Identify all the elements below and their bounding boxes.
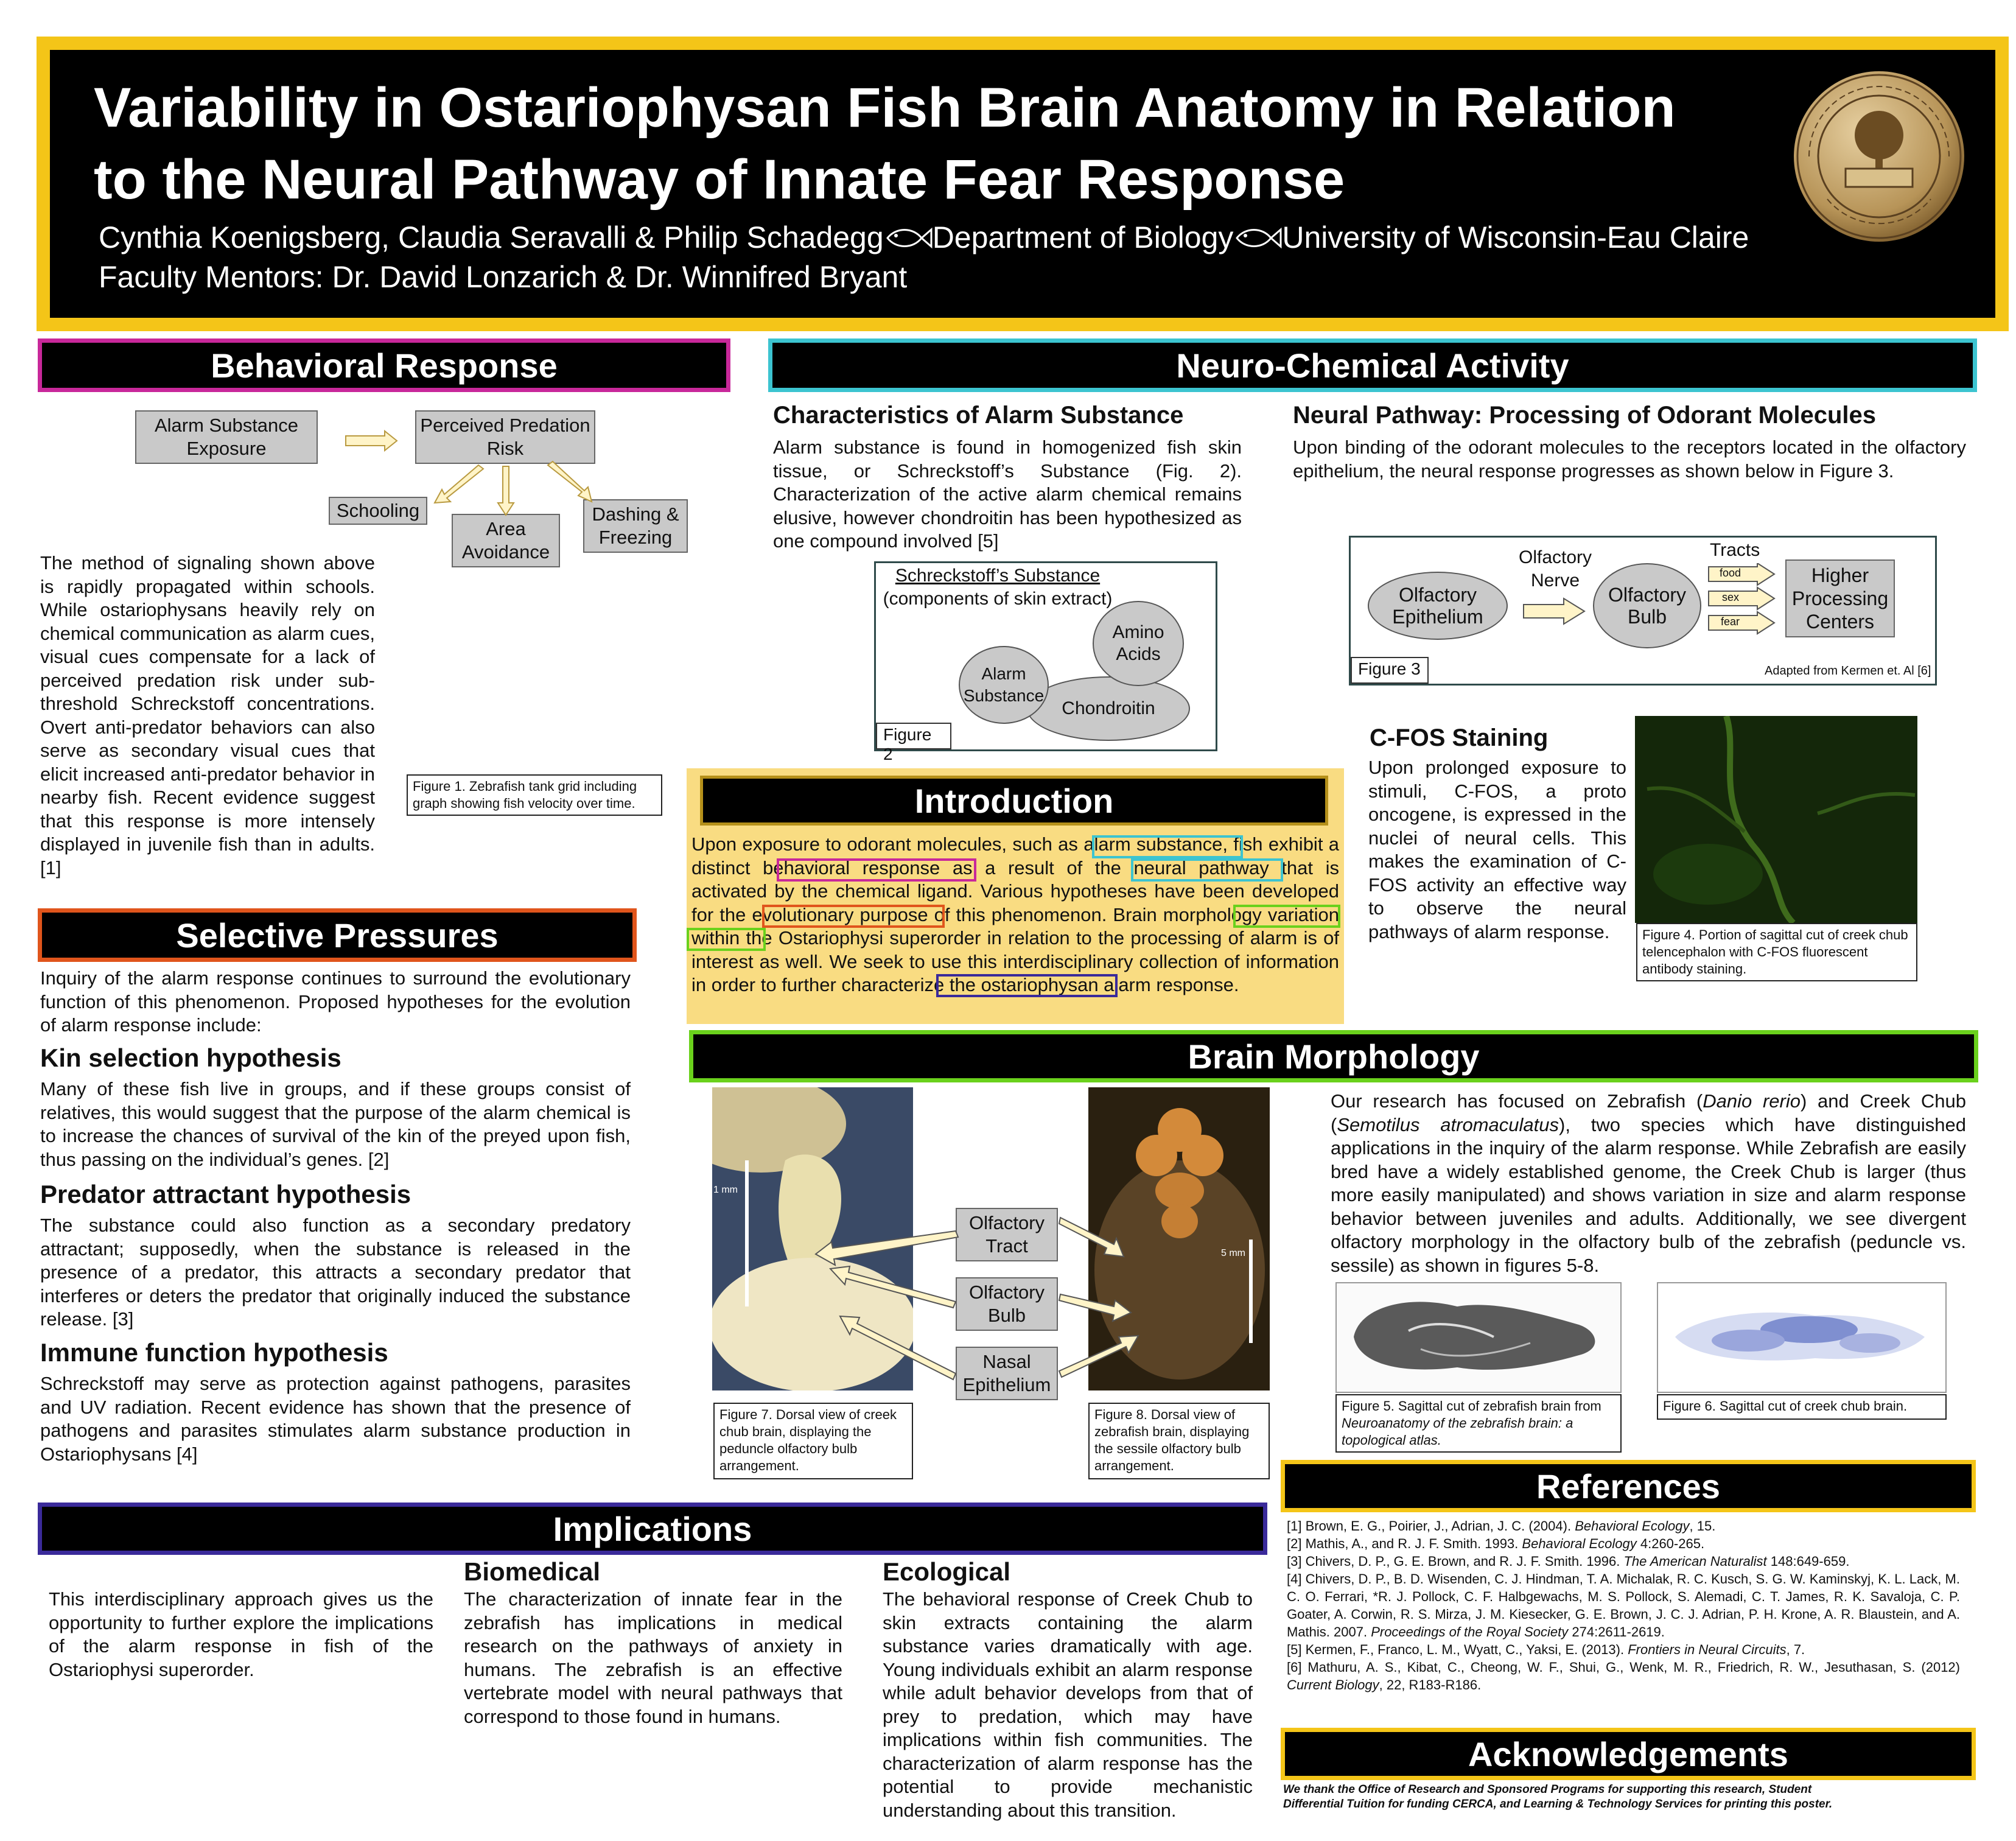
university-seal bbox=[1791, 68, 1967, 245]
ecological-text: The behavioral response of Creek Chub to skin extracts containing the alarm substance varies dramatically with age. Young individuals exhibit an alarm response while adult behavior develops from that of prey to predation, which may have implications within fish communities. The characterization of alarm response has the potential to provide mechanistic understanding about this transition. bbox=[883, 1588, 1253, 1821]
implications-header: Implications bbox=[38, 1503, 1267, 1555]
higher-processing-centers: Higher Processing Centers bbox=[1785, 559, 1895, 637]
char-title: Characteristics of Alarm Substance bbox=[773, 402, 1184, 429]
flow-predation-risk: Perceived Predation Risk bbox=[415, 410, 595, 464]
tract-arrows bbox=[1706, 563, 1779, 642]
references-header: References bbox=[1281, 1460, 1976, 1512]
tract-food: food bbox=[1720, 567, 1741, 579]
department: Department of Biology bbox=[932, 220, 1234, 254]
implications-intro: This interdisciplinary approach gives us the opportunity to further explore the implications of the alarm response in fish of the Ostariophysi superorder. bbox=[49, 1588, 433, 1680]
highlight-brain bbox=[1233, 905, 1340, 928]
ref-6-journal: Current Biology bbox=[1287, 1677, 1379, 1692]
university: University of Wisconsin-Eau Claire bbox=[1282, 220, 1749, 254]
ref-1-journal: Behavioral Ecology bbox=[1575, 1518, 1690, 1534]
behavioral-text: The method of signaling shown above is rapidly propagated within schools. While ostariophysans heavily rely on chemical communication as alarm cues, visual cues compensate for a lack of perceived predation risk under sub-threshold Schreckstoff concentrations. Overt anti-predator behaviors can also serve as secondary visual cues that elicit increased anti-predator behavior in nearby fish. Recent evidence suggest that this response is more intensely displayed in juvenile fish than in adults. [1] bbox=[40, 552, 375, 878]
ref-1-vol: , 15. bbox=[1689, 1518, 1716, 1534]
chondroitin-label: Chondroitin bbox=[1062, 698, 1155, 718]
label-olfactory-tract: Olfactory Tract bbox=[956, 1208, 1058, 1261]
references-list bbox=[1287, 1517, 1960, 1694]
fig5-caption bbox=[1335, 1394, 1622, 1453]
ref-5-text: [5] Kermen, F., Franco, L. M., Wyatt, C., Yaksi, E. (2013). bbox=[1287, 1642, 1628, 1657]
fig5-caption-source: Neuroanatomy of the zebrafish brain: a topological atlas. bbox=[1342, 1415, 1573, 1448]
ref-6-vol: , 22, R183-R186. bbox=[1379, 1677, 1482, 1692]
kin-text: Many of these fish live in groups, and if these groups consist of relatives, this would suggest that the purpose of the alarm chemical is to increase the chances of survival of the kin of the preyed upon fish, thus passing on the individual’s genes. [2] bbox=[40, 1078, 631, 1170]
alarm-substance-label: Alarm Substance bbox=[963, 664, 1045, 705]
ref-6-text: [6] Mathuru, A. S., Kibat, C., Cheong, W. F., Shui, G., Wenk, M. R., Friedrich, R. W., Jesuthasan, S. (2012) bbox=[1287, 1660, 1960, 1675]
acknowledgements-text: We thank the Office of Research and Sponsored Programs for supporting this research, Student Differential Tuition for funding CERCA, and Learning & Technology Services for printing this poster. bbox=[1283, 1783, 1833, 1811]
species-danio: Danio rerio bbox=[1703, 1090, 1801, 1112]
alarm-substance-ellipse bbox=[959, 646, 1049, 724]
label-olfactory-bulb: Olfactory Bulb bbox=[956, 1277, 1058, 1331]
faculty-mentors: Faculty Mentors: Dr. David Lonzarich & Dr. Winnifred Bryant bbox=[99, 260, 908, 294]
figure-3 bbox=[1349, 536, 1937, 686]
fig3-caption: Figure 3 bbox=[1351, 657, 1429, 684]
authors: Cynthia Koenigsberg, Claudia Seravalli & Philip Schadegg bbox=[99, 220, 884, 254]
reference-item bbox=[1287, 1517, 1960, 1535]
brain-label-arrows bbox=[810, 1193, 1199, 1388]
creek-chub-sagittal-image bbox=[1657, 1282, 1947, 1393]
fig1-caption: Figure 1. Zebrafish tank grid including graph showing fish velocity over time. bbox=[407, 774, 662, 816]
amino-acids-ellipse bbox=[1093, 601, 1184, 686]
brain-morphology-header: Brain Morphology bbox=[689, 1030, 1978, 1082]
immune-text: Schreckstoff may serve as protection against pathogens, parasites and UV radiation. Recent evidence has shown that the presence of pathogens and parasites stimulates alarm substance production in Ostariophysans [4] bbox=[40, 1373, 631, 1465]
amino-acids-label: Amino Acids bbox=[1112, 622, 1164, 664]
olfactory-bulb bbox=[1593, 563, 1701, 648]
scale-bar-5mm: 5 mm bbox=[1221, 1248, 1245, 1258]
kin-title: Kin selection hypothesis bbox=[40, 1043, 341, 1072]
reference-item bbox=[1287, 1552, 1960, 1570]
ref-2-text: [2] Mathis, A., and R. J. F. Smith. 1993. bbox=[1287, 1536, 1522, 1551]
title-banner bbox=[37, 37, 2009, 331]
ref-2-vol: 4:260-265. bbox=[1636, 1536, 1705, 1551]
introduction-panel bbox=[687, 768, 1344, 1024]
flow-alarm-exposure: Alarm Substance Exposure bbox=[135, 410, 318, 464]
zebrafish-sagittal-image bbox=[1335, 1282, 1622, 1393]
olfactory-epithelium bbox=[1368, 572, 1508, 640]
ref-5-vol: , 7. bbox=[1786, 1642, 1805, 1657]
tract-fear: fear bbox=[1721, 615, 1740, 628]
acknowledgements-header: Acknowledgements bbox=[1281, 1728, 1976, 1780]
reference-item bbox=[1287, 1570, 1960, 1641]
fig2-subtitle: (components of skin extract) bbox=[883, 589, 1113, 609]
highlight-alarm-substance bbox=[1092, 835, 1243, 858]
ref-5-journal: Frontiers in Neural Circuits bbox=[1628, 1642, 1787, 1657]
behavioral-response-header: Behavioral Response bbox=[38, 338, 730, 392]
fig4-caption: Figure 4. Portion of sagittal cut of creek chub telencephalon with C-FOS fluorescent antibody staining. bbox=[1636, 923, 1917, 981]
selective-intro: Inquiry of the alarm response continues to surround the evolutionary function of this phenomenon. Proposed hypotheses for the evolution of alarm response include: bbox=[40, 967, 631, 1036]
ecological-title: Ecological bbox=[883, 1557, 1011, 1586]
poster-title bbox=[94, 72, 1786, 216]
ref-2-journal: Behavioral Ecology bbox=[1522, 1536, 1637, 1551]
highlight-neural-pathway bbox=[1131, 858, 1283, 882]
char-text: Alarm substance is found in homogenized fish skin tissue, or Schreckstoff’s Substance (Fig. 2). Characterization of the active alarm chemical remains elusive, however chondroitin has been hypothesized as one compound involved [5] bbox=[773, 437, 1242, 552]
ref-3-journal: The American Naturalist bbox=[1623, 1554, 1767, 1569]
biomedical-title: Biomedical bbox=[464, 1557, 601, 1586]
brain-text-b: ) and Creek Chub ( bbox=[1331, 1090, 1967, 1135]
reference-item bbox=[1287, 1535, 1960, 1552]
fig8-caption: Figure 8. Dorsal view of zebrafish brain, displaying the sessile olfactory bulb arrangement. bbox=[1088, 1403, 1270, 1479]
olfactory-nerve-label: Olfactory Nerve bbox=[1518, 547, 1592, 591]
cfos-text: Upon prolonged exposure to stimuli, C-FOS, a proto oncogene, is expressed in the nuclei of neural cells. This makes the examination of C-FOS activity an effective way to observe the neural pathways of alarm response. bbox=[1368, 757, 1626, 942]
fig3-credit: Adapted from Kermen et. Al [6] bbox=[1765, 664, 1931, 678]
tract-sex: sex bbox=[1722, 591, 1740, 603]
selective-pressures-header: Selective Pressures bbox=[38, 908, 637, 962]
immune-title: Immune function hypothesis bbox=[40, 1338, 388, 1367]
ref-4-text: [4] Chivers, D. P., B. D. Wisenden, C. J. Hindman, T. A. Michalak, R. C. Kusch, S. G. W. Kaminskyj, K. L. Lack, M. C. O. Ferrari, *R. J. Pollock, C. F. Halbgewachs, M. S. Pollock, S. Alemadi, C. T. James, R. K. Savaloja, C. P. Goater, A. Corwin, R. S. Mirza, J. M. Kiesecker, G. E. Brown, J. C. J. Adrian, P. H. Krone, A. R. Blaustein, and A. Mathis. 2007. bbox=[1287, 1571, 1960, 1639]
highlight-morphology bbox=[687, 928, 766, 951]
fig2-title-block bbox=[876, 564, 1119, 611]
flow-dashing-freezing: Dashing & Freezing bbox=[583, 499, 688, 553]
tracts-label: Tracts bbox=[1710, 540, 1760, 560]
ref-3-vol: 148:649-659. bbox=[1766, 1554, 1850, 1569]
ref-4-journal: Proceedings of the Royal Society bbox=[1371, 1624, 1569, 1639]
brain-text-c: ), two species which have distinguished applications in the inquiry of the alarm response. While Zebrafish are easily bred have a widely established genome, the Creek Chub is larger (thus more easily manipulated) and shows variation in size and alarm response behavior between juveniles and adults. Additionally, we see divergent olfactory morphology in the olfactory bulb of the zebrafish (peduncle vs. sessile) as shown in figures 5-8. bbox=[1331, 1113, 1966, 1276]
cfos-title: C-FOS Staining bbox=[1370, 724, 1549, 751]
neuro-chemical-header: Neuro-Chemical Activity bbox=[768, 338, 1977, 392]
highlight-evolutionary bbox=[762, 905, 945, 928]
ref-1-text: [1] Brown, E. G., Poirier, J., Adrian, J. C. (2004). bbox=[1287, 1518, 1575, 1534]
olfactory-bulb-label: Olfactory Bulb bbox=[1608, 584, 1687, 628]
introduction-header: Introduction bbox=[700, 776, 1328, 826]
introduction-text: Upon exposure to odorant molecules, such as alarm substance, fish exhibit a distinct behavioral response as a result of the neural pathway that is activated by the chemical ligand. Various hypotheses have been developed for the evolutionary purpose of this phenomenon. Brain morphology variation within the Ostariophysi superorder in relation to the processing of alarm is of interest as well. We seek to use this interdisciplinary collection of information in order to further characterize the ostariophysan alarm response. bbox=[691, 833, 1339, 995]
author-line bbox=[99, 220, 1986, 254]
brain-morphology-text bbox=[1331, 1090, 1966, 1277]
fish-icon bbox=[884, 220, 933, 254]
fig2-title: Schreckstoff’s Substance bbox=[895, 566, 1101, 586]
brain-text-a: Our research has focused on Zebrafish ( bbox=[1331, 1090, 1703, 1112]
olfactory-epithelium-label: Olfactory Epithelium bbox=[1392, 584, 1483, 628]
chondroitin-ellipse bbox=[1027, 676, 1190, 741]
cfos-stain-image bbox=[1635, 716, 1917, 923]
flow-area-avoidance: Area Avoidance bbox=[452, 514, 560, 567]
fig7-caption: Figure 7. Dorsal view of creek chub brain, displaying the peduncle olfactory bulb arrangement. bbox=[713, 1403, 913, 1479]
pathway-title: Neural Pathway: Processing of Odorant Molecules bbox=[1293, 402, 1877, 429]
flow-schooling: Schooling bbox=[329, 497, 427, 525]
reference-item bbox=[1287, 1658, 1960, 1694]
highlight-behavioral-response bbox=[777, 858, 976, 882]
label-nasal-epithelium: Nasal Epithelium bbox=[956, 1347, 1058, 1400]
fig6-caption: Figure 6. Sagittal cut of creek chub brain. bbox=[1657, 1394, 1947, 1420]
species-semotilus: Semotilus atromaculatus bbox=[1337, 1113, 1559, 1135]
reference-item bbox=[1287, 1641, 1960, 1658]
figure-2 bbox=[874, 561, 1217, 763]
ref-4-vol: 274:2611-2619. bbox=[1568, 1624, 1665, 1639]
highlight-information bbox=[936, 974, 1118, 997]
fig2-caption: Figure 2 bbox=[876, 723, 951, 749]
biomedical-text: The characterization of innate fear in the zebrafish has implications in medical research on the pathways of anxiety in humans. The zebrafish is an effective vertebrate model with neural pathways that correspond to those found in humans. bbox=[464, 1588, 842, 1727]
title-line-2: to the Neural Pathway of Innate Fear Response bbox=[94, 149, 1345, 211]
flow-arrows bbox=[329, 420, 706, 524]
nerve-arrow bbox=[1521, 596, 1588, 626]
fish-icon bbox=[1233, 220, 1282, 254]
ref-3-text: [3] Chivers, D. P., G. E. Brown, and R. J. F. Smith. 1996. bbox=[1287, 1554, 1624, 1569]
pathway-text: Upon binding of the odorant molecules to the receptors located in the olfactory epithelium, the neural response progresses as shown below in Figure 3. bbox=[1293, 437, 1966, 482]
predator-title: Predator attractant hypothesis bbox=[40, 1180, 411, 1208]
predator-text: The substance could also function as a secondary predatory attractant; supposedly, when the substance is released in the presence of a predator, this attracts a secondary predator that interferes or deters the predator that originally induced the substance release. [3] bbox=[40, 1215, 631, 1330]
fig5-caption-a: Figure 5. Sagittal cut of zebrafish brain from bbox=[1342, 1398, 1601, 1414]
scale-bar-1mm: 1 mm bbox=[713, 1185, 738, 1195]
title-line-1: Variability in Ostariophysan Fish Brain Anatomy in Relation bbox=[94, 77, 1676, 139]
